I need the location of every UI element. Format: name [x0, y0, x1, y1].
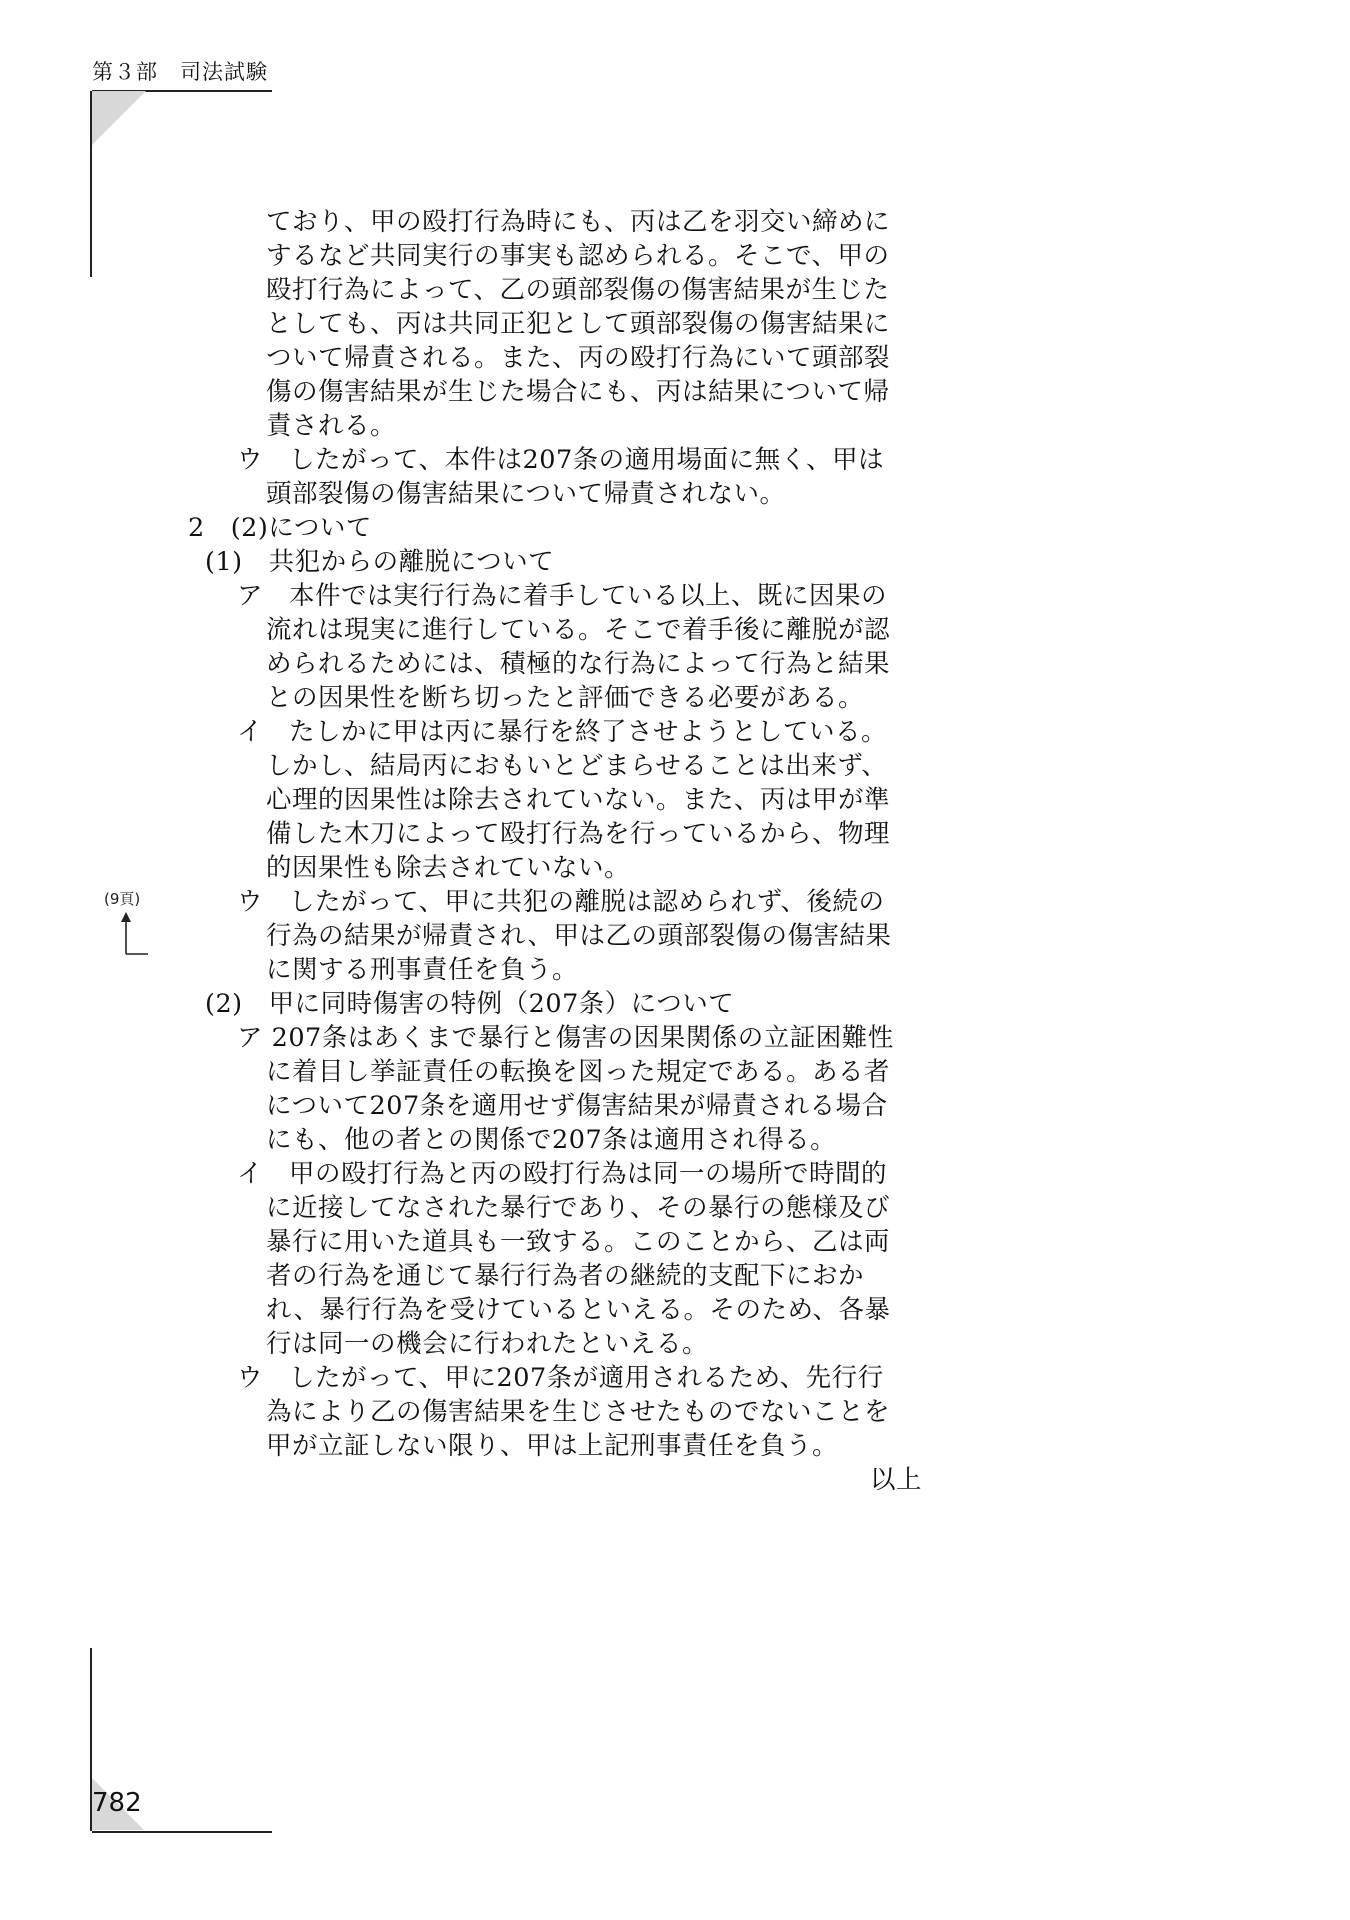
page-number: 782	[92, 1788, 142, 1818]
text-line: ア 本件では実行行為に着手している以上、既に因果の	[237, 581, 888, 611]
text-line: 為により乙の傷害結果を生じさせたものでないことを	[266, 1397, 891, 1427]
page-reference-label: (9頁)	[104, 890, 141, 908]
text-line: するなど共同実行の事実も認められる。そこで、甲の	[266, 241, 890, 271]
text-line: ア 207条はあくまで暴行と傷害の因果関係の立証困難性	[237, 1023, 894, 1053]
up-arrow-icon	[120, 912, 156, 956]
text-line: としても、丙は共同正犯として頭部裂傷の傷害結果に	[266, 309, 891, 339]
closing-text: 以上	[870, 1465, 923, 1495]
text-line: イ たしかに甲は丙に暴行を終了させようとしている。	[237, 717, 888, 747]
text-line: れ、暴行行為を受けているといえる。そのため、各暴	[266, 1295, 891, 1325]
text-line: ウ したがって、甲に207条が適用されるため、先行行	[237, 1363, 884, 1393]
text-line: 暴行に用いた道具も一致する。このことから、乙は両	[266, 1227, 891, 1257]
subsection-heading: (1) 共犯からの離脱について	[205, 547, 555, 577]
text-line: 殴打行為によって、乙の頭部裂傷の傷害結果が生じた	[266, 275, 890, 305]
text-line: 行は同一の機会に行われたといえる。	[266, 1329, 709, 1359]
text-line: ウ したがって、甲に共犯の離脱は認められず、後続の	[237, 887, 885, 917]
text-line: しかし、結局丙におもいとどまらせることは出来ず、	[266, 751, 888, 781]
subsection-heading: (2) 甲に同時傷害の特例（207条）について	[205, 989, 735, 1019]
text-line: にも、他の者との関係で207条は適用され得る。	[266, 1125, 837, 1155]
text-line: 甲が立証しない限り、甲は上記刑事責任を負う。	[266, 1431, 839, 1461]
text-line: 者の行為を通じて暴行行為者の継続的支配下におか	[266, 1261, 865, 1291]
text-line: イ 甲の殴打行為と丙の殴打行為は同一の場所で時間的	[237, 1159, 888, 1189]
text-line: に着目し挙証責任の転換を図った規定である。ある者	[266, 1057, 891, 1087]
margin-rule-top	[90, 91, 92, 277]
text-line: 頭部裂傷の傷害結果について帰責されない。	[266, 479, 786, 509]
text-line: との因果性を断ち切ったと評価できる必要がある。	[266, 683, 865, 713]
header-title: 第３部 司法試験	[92, 60, 268, 84]
corner-mark-top	[92, 91, 146, 145]
text-line: 流れは現実に進行している。そこで着手後に離脱が認	[266, 615, 891, 645]
text-line: 的因果性も除去されていない。	[266, 853, 631, 883]
text-line: ており、甲の殴打行為時にも、丙は乙を羽交い締めに	[266, 207, 891, 237]
section-heading: 2 (2)について	[188, 513, 372, 543]
text-line: 行為の結果が帰責され、甲は乙の頭部裂傷の傷害結果	[266, 921, 892, 951]
text-line: に近接してなされた暴行であり、その暴行の態様及び	[266, 1193, 891, 1223]
text-line: 備した木刀によって殴打行為を行っているから、物理	[266, 819, 891, 849]
text-line: ついて帰責される。また、丙の殴打行為にいて頭部裂	[266, 343, 891, 373]
text-line: について207条を適用せず傷害結果が帰責される場合	[266, 1091, 888, 1121]
footer-rule	[92, 1831, 272, 1833]
text-line: 責される。	[266, 411, 397, 441]
text-line: に関する刑事責任を負う。	[266, 955, 579, 985]
text-line: 心理的因果性は除去されていない。また、丙は甲が準	[266, 785, 891, 815]
text-line: められるためには、積極的な行為によって行為と結果	[266, 649, 891, 679]
text-line: 傷の傷害結果が生じた場合にも、丙は結果について帰	[266, 377, 890, 407]
text-line: ウ したがって、本件は207条の適用場面に無く、甲は	[237, 445, 885, 475]
